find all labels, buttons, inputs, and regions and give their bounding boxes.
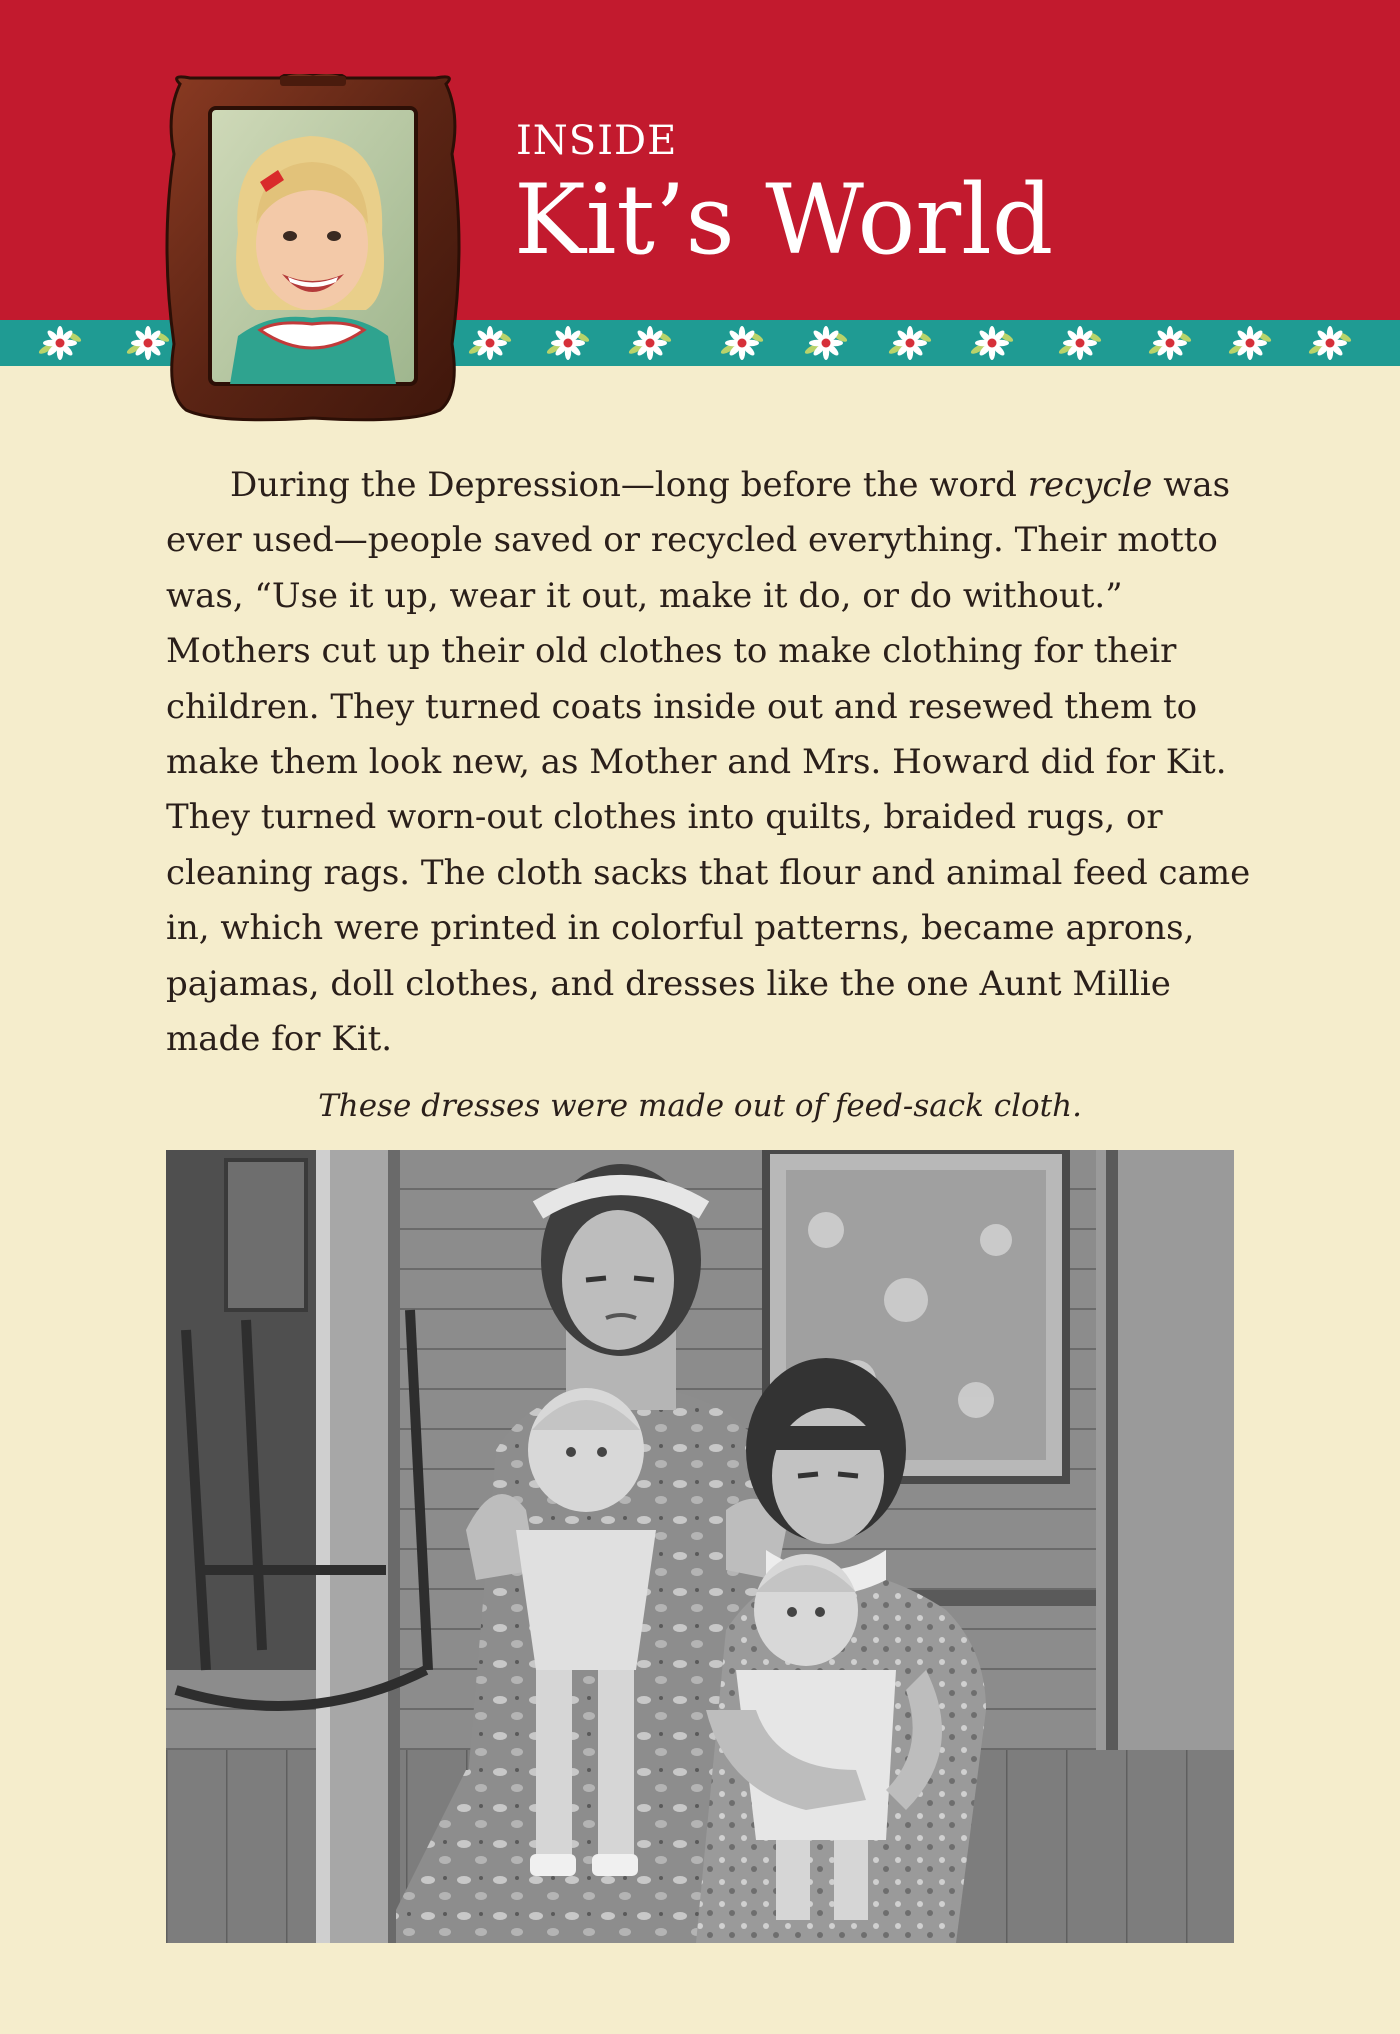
flower-icon [1308,326,1353,360]
flower-icon [888,326,933,360]
flower-icon [804,326,849,360]
photo-illustration [166,1150,1234,1943]
body-text-emphasis: recycle [1027,465,1153,505]
portrait-frame [160,74,466,424]
flower-icon [546,326,591,360]
flower-icon [970,326,1015,360]
flower-icon [1228,326,1273,360]
body-text-part-1: During the Depression—long before the word [230,465,1028,505]
photo-caption: These dresses were made out of feed-sack cloth. [318,1088,1082,1124]
flower-icon [468,326,513,360]
body-paragraph [166,458,1256,1067]
portrait-illustration [160,74,466,424]
flower-icon [628,326,673,360]
flower-icon [720,326,765,360]
body-text-part-2: was ever used—people saved or recycled everything. Their motto was, “Use it up, wear it out, make it do, or do without.” Mothers cut up their old clothes to make clothing for their children. They turned coats inside out and resewed them to make them look new, as Mother and Mrs. Howard did for Kit. They turned worn-out clothes into quilts, braided rugs, or cleaning rags. The cloth sacks that flour and animal feed came in, which were printed in colorful patterns, became aprons, pajamas, doll clothes, and dresses like the one Aunt Millie made for Kit. [166,465,1251,1060]
flower-icon [1148,326,1193,360]
historical-photo [166,1150,1234,1943]
flower-icon [1058,326,1103,360]
page-title: Kit’s World [514,164,1054,276]
header-kicker: INSIDE [516,118,678,164]
flower-icon [38,326,83,360]
